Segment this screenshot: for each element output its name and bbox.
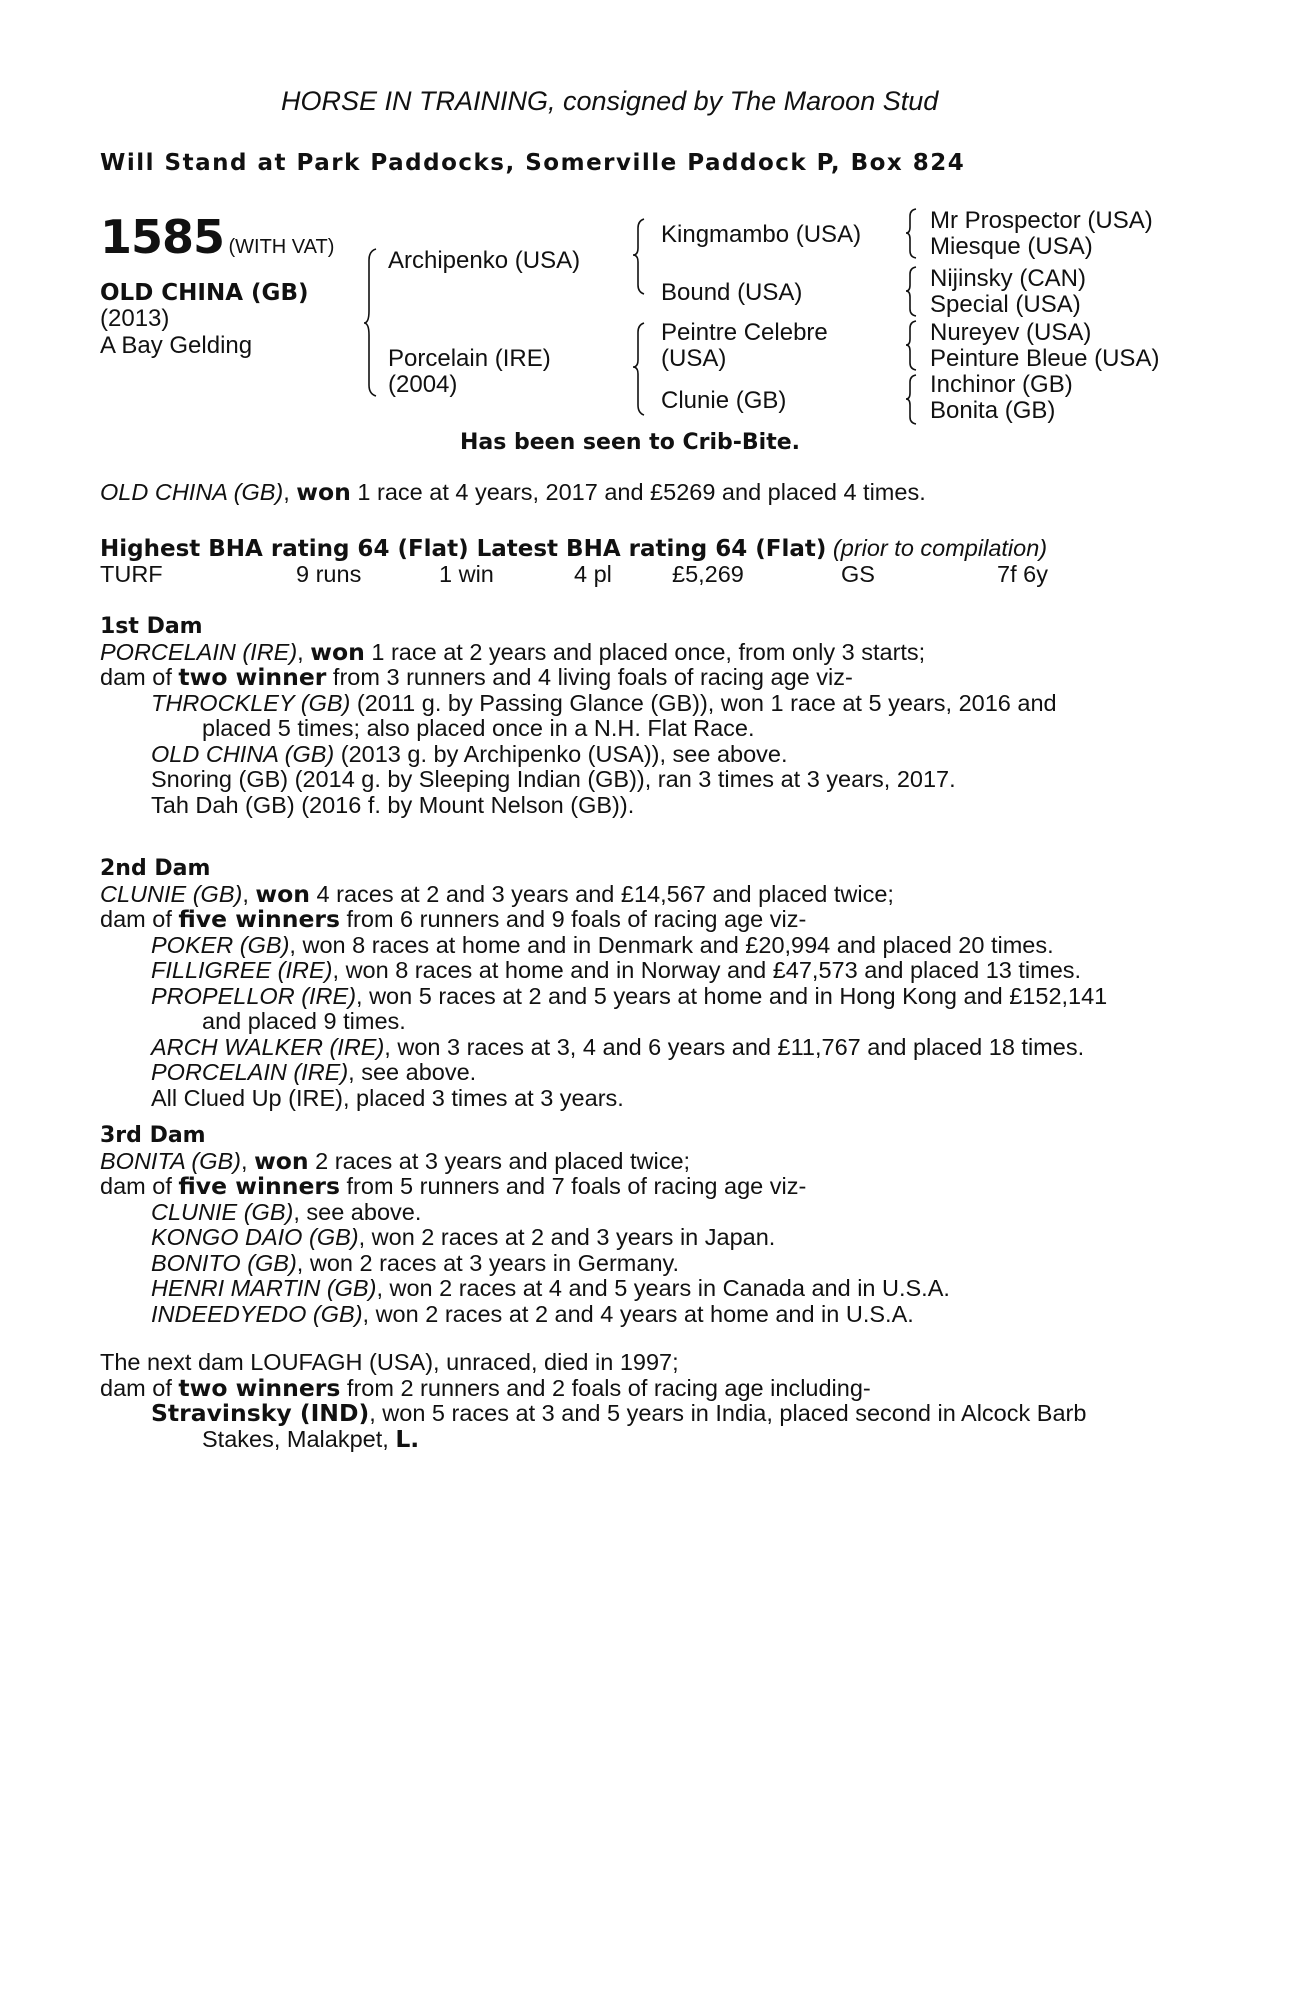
progeny-name: BONITO (GB) xyxy=(151,1249,297,1276)
progeny-name: CLUNIE (GB) xyxy=(151,1198,294,1225)
pedigree-bracket xyxy=(906,374,920,426)
great-grandparent-3: Nijinsky (CAN) xyxy=(930,265,1086,292)
produce-prefix: dam of xyxy=(100,1374,179,1401)
progeny-record: , see above. xyxy=(348,1059,477,1085)
horse-year: (2013) xyxy=(100,305,170,332)
rating-record-row xyxy=(100,562,1080,588)
produce-summary: from 5 runners and 7 foals of racing age viz- xyxy=(339,1173,807,1199)
progeny-name: KONGO DAIO (GB) xyxy=(151,1224,359,1250)
granddam-2: Clunie (GB) xyxy=(661,387,787,414)
list-item xyxy=(100,1035,1206,1061)
vat-label: (WITH VAT) xyxy=(228,236,335,258)
horse-description: A Bay Gelding xyxy=(100,332,253,359)
pedigree-bracket xyxy=(906,266,920,318)
rating-bold: Highest BHA rating 64 (Flat) Latest BHA rating 64 (Flat) xyxy=(100,536,827,562)
progeny-record: (2011 g. by Passing Glance (GB)), won 1 race at 5 years, 2016 and xyxy=(350,689,1057,716)
list-item xyxy=(100,984,1206,1010)
great-grandparent-8: Bonita (GB) xyxy=(930,397,1056,424)
summary-horse-name: OLD CHINA (GB) xyxy=(100,479,284,505)
next-dam-line: The next dam LOUFAGH (USA), unraced, died in 1997; xyxy=(100,1349,679,1375)
list-item xyxy=(100,1060,1206,1086)
list-item xyxy=(100,1276,1206,1302)
progeny-record: , won 8 races at home and in Norway and £47,573 and placed 13 times. xyxy=(332,957,1082,983)
list-item: Tah Dah (GB) (2016 f. by Mount Nelson (GB)). xyxy=(151,791,635,818)
first-dam-section: 1st Dam PORCELAIN (IRE), won 1 race at 2 years and placed once, from only 3 starts; dam of two winner from 3 runners and 4 living foals of racing age viz- THROCKLEY (GB) (2011 g. by Passing Glance (GB)), won 1 race at 5 years, 2016 and placed 5 times; also placed once in a N.H. Flat Race. OLD CHINA (GB) (2013 g. by Archipenko (USA)), see above. Snoring (GB) (2014 g. by Sleeping Indian (GB)), ran 3 times at 3 years, 2017. Tah Dah (GB) (2016 f. by Mount Nelson (GB)). xyxy=(100,614,1206,818)
progeny-record: , won 2 races at 4 and 5 years in Canada and in U.S.A. xyxy=(376,1275,950,1301)
progeny-name: PORCELAIN (IRE) xyxy=(151,1059,349,1085)
horse-name: OLD CHINA (GB) xyxy=(100,280,309,306)
granddam-1: Bound (USA) xyxy=(661,279,803,306)
section-heading: 1st Dam xyxy=(100,614,203,639)
dam-record: 4 races at 2 and 3 years and £14,567 and placed twice; xyxy=(309,880,894,907)
grandsire-2-country: (USA) xyxy=(661,345,727,372)
pedigree-bracket xyxy=(906,320,920,372)
great-grandparent-5: Nureyev (USA) xyxy=(930,319,1092,346)
grandsire-1: Kingmambo (USA) xyxy=(661,221,862,248)
pedigree-bracket xyxy=(634,322,648,416)
list-item xyxy=(100,933,1206,959)
sire-name: Archipenko (USA) xyxy=(388,247,581,274)
progeny-name: HENRI MARTIN (GB) xyxy=(151,1275,377,1301)
pedigree-bracket xyxy=(906,208,920,260)
produce-prefix: dam of xyxy=(100,664,179,690)
list-item xyxy=(100,1302,1206,1328)
record-money: £5,269 xyxy=(672,561,744,587)
race-summary: OLD CHINA (GB), won 1 race at 4 years, 2017 and £5269 and placed 4 times. xyxy=(100,478,926,506)
pedigree-bracket xyxy=(634,218,648,296)
progeny-record: , won 3 races at 3, 4 and 6 years and £11,767 and placed 18 times. xyxy=(384,1033,1085,1060)
stand-location: Will Stand at Park Paddocks, Somerville Paddock P, Box 824 xyxy=(100,150,966,176)
dam-record: 1 race at 2 years and placed once, from only 3 starts; xyxy=(364,638,926,665)
section-heading: 3rd Dam xyxy=(100,1123,206,1148)
listed-marker: L. xyxy=(395,1424,420,1453)
second-dam-section: 2nd Dam CLUNIE (GB), won 4 races at 2 and 3 years and £14,567 and placed twice; dam of five winners from 6 runners and 9 foals of racing age viz- POKER (GB), won 8 races at home and in Denmark and £20,994 and placed 20 times. FILLIGREE (IRE), won 8 races at home and in Norway and £47,573 and placed 13 times. PROPELLOR (IRE), won 5 races at 2 and 5 years at home and in Hong Kong and £152,141 and placed 9 times. ARCH WALKER (IRE), won 3 races at 3, 4 and 6 years and £11,767 and placed 18 times. PORCELAIN (IRE), see above. All Clued Up (IRE), placed 3 times at 3 years. xyxy=(100,856,1206,1111)
progeny-name: FILLIGREE (IRE) xyxy=(151,957,333,983)
next-dam-section xyxy=(100,1350,1206,1452)
dam-record: 2 races at 3 years and placed twice; xyxy=(308,1147,691,1174)
produce-count: five winners xyxy=(178,905,340,933)
pedigree-bracket xyxy=(366,248,380,398)
vice-note: Has been seen to Crib-Bite. xyxy=(460,430,800,455)
list-item xyxy=(100,1401,1206,1427)
progeny-name: ARCH WALKER (IRE) xyxy=(151,1033,385,1060)
record-placed: 4 pl xyxy=(574,561,612,587)
progeny-record: , won 5 races at 3 and 5 years in India, placed second in Alcock Barb xyxy=(369,1400,1087,1426)
won-label: won xyxy=(255,879,310,908)
produce-count: five winners xyxy=(178,1172,340,1200)
grandsire-2: Peintre Celebre xyxy=(661,319,828,346)
won-label: won xyxy=(310,637,365,666)
great-grandparent-4: Special (USA) xyxy=(930,291,1081,318)
produce-prefix: dam of xyxy=(100,1173,179,1199)
progeny-name: POKER (GB) xyxy=(151,931,290,958)
progeny-record-cont: Stakes, Malakpet, xyxy=(202,1425,396,1452)
rating-line xyxy=(100,535,1047,562)
list-item: Snoring (GB) (2014 g. by Sleeping Indian (GB)), ran 3 times at 3 years, 2017. xyxy=(151,766,956,792)
list-item xyxy=(100,742,1206,768)
progeny-name: INDEEDYEDO (GB) xyxy=(151,1300,363,1327)
third-dam-section: 3rd Dam BONITA (GB), won 2 races at 3 years and placed twice; dam of five winners from 5 runners and 7 foals of racing age viz- CLUNIE (GB), see above. KONGO DAIO (GB), won 2 races at 2 and 3 years in Japan. BONITO (GB), won 2 races at 3 years in Germany. HENRI MARTIN (GB), won 2 races at 4 and 5 years in Canada and in U.S.A. INDEEDYEDO (GB), won 2 races at 2 and 4 years at home and in U.S.A. xyxy=(100,1123,1206,1327)
page-title: HORSE IN TRAINING, consigned by The Maroon Stud xyxy=(281,86,939,116)
won-label: won xyxy=(254,1146,309,1175)
progeny-record: (2013 g. by Archipenko (USA)), see above. xyxy=(334,740,788,767)
produce-summary: from 2 runners and 2 foals of racing age including- xyxy=(340,1374,871,1401)
summary-won: won xyxy=(296,478,351,506)
produce-summary: from 6 runners and 9 foals of racing age viz- xyxy=(339,906,807,932)
list-item-continuation: and placed 9 times. xyxy=(202,1008,406,1034)
progeny-name: Stravinsky (IND) xyxy=(151,1399,370,1427)
progeny-record: , won 2 races at 2 and 4 years at home and in U.S.A. xyxy=(362,1300,914,1327)
progeny-record: , see above. xyxy=(293,1198,422,1225)
progeny-record: , won 8 races at home and in Denmark and £20,994 and placed 20 times. xyxy=(289,931,1054,958)
summary-text: 1 race at 4 years, 2017 and £5269 and placed 4 times. xyxy=(350,479,926,505)
list-item-continuation: placed 5 times; also placed once in a N.H. Flat Race. xyxy=(202,715,755,741)
progeny-name: THROCKLEY (GB) xyxy=(151,689,351,716)
dam-year: (2004) xyxy=(388,371,458,398)
list-item xyxy=(100,691,1206,717)
progeny-name: PROPELLOR (IRE) xyxy=(151,982,357,1009)
section-heading: 2nd Dam xyxy=(100,856,211,881)
great-grandparent-2: Miesque (USA) xyxy=(930,233,1093,260)
great-grandparent-7: Inchinor (GB) xyxy=(930,371,1073,398)
produce-count: two winners xyxy=(178,1373,341,1402)
list-item xyxy=(100,958,1206,984)
produce-prefix: dam of xyxy=(100,906,179,932)
record-wins: 1 win xyxy=(439,561,494,587)
produce-count: two winner xyxy=(178,663,327,691)
progeny-name: OLD CHINA (GB) xyxy=(151,740,335,767)
progeny-record: , won 5 races at 2 and 5 years at home and in Hong Kong and £152,141 xyxy=(356,982,1108,1009)
record-runs: 9 runs xyxy=(296,561,362,587)
record-surface: TURF xyxy=(100,561,163,587)
record-distance: 7f 6y xyxy=(997,561,1048,587)
great-grandparent-6: Peinture Bleue (USA) xyxy=(930,345,1160,372)
dam-name: PORCELAIN (IRE) xyxy=(100,638,298,665)
list-item-continuation xyxy=(100,1424,1206,1453)
list-item xyxy=(100,1225,1206,1251)
lot-number: 1585 xyxy=(100,210,225,264)
dam-name: Porcelain (IRE) xyxy=(388,345,551,372)
lot-number-block xyxy=(100,210,334,264)
produce-summary: from 3 runners and 4 living foals of racing age viz- xyxy=(326,664,853,690)
list-item xyxy=(100,1251,1206,1277)
list-item xyxy=(100,1200,1206,1226)
list-item: All Clued Up (IRE), placed 3 times at 3 years. xyxy=(151,1084,624,1111)
dam-name: BONITA (GB) xyxy=(100,1147,241,1174)
progeny-record: , won 2 races at 3 years in Germany. xyxy=(296,1249,680,1276)
record-going: GS xyxy=(841,561,875,587)
progeny-record: , won 2 races at 2 and 3 years in Japan. xyxy=(358,1224,776,1250)
rating-note: (prior to compilation) xyxy=(832,535,1048,561)
great-grandparent-1: Mr Prospector (USA) xyxy=(930,207,1153,234)
dam-name: CLUNIE (GB) xyxy=(100,880,243,907)
